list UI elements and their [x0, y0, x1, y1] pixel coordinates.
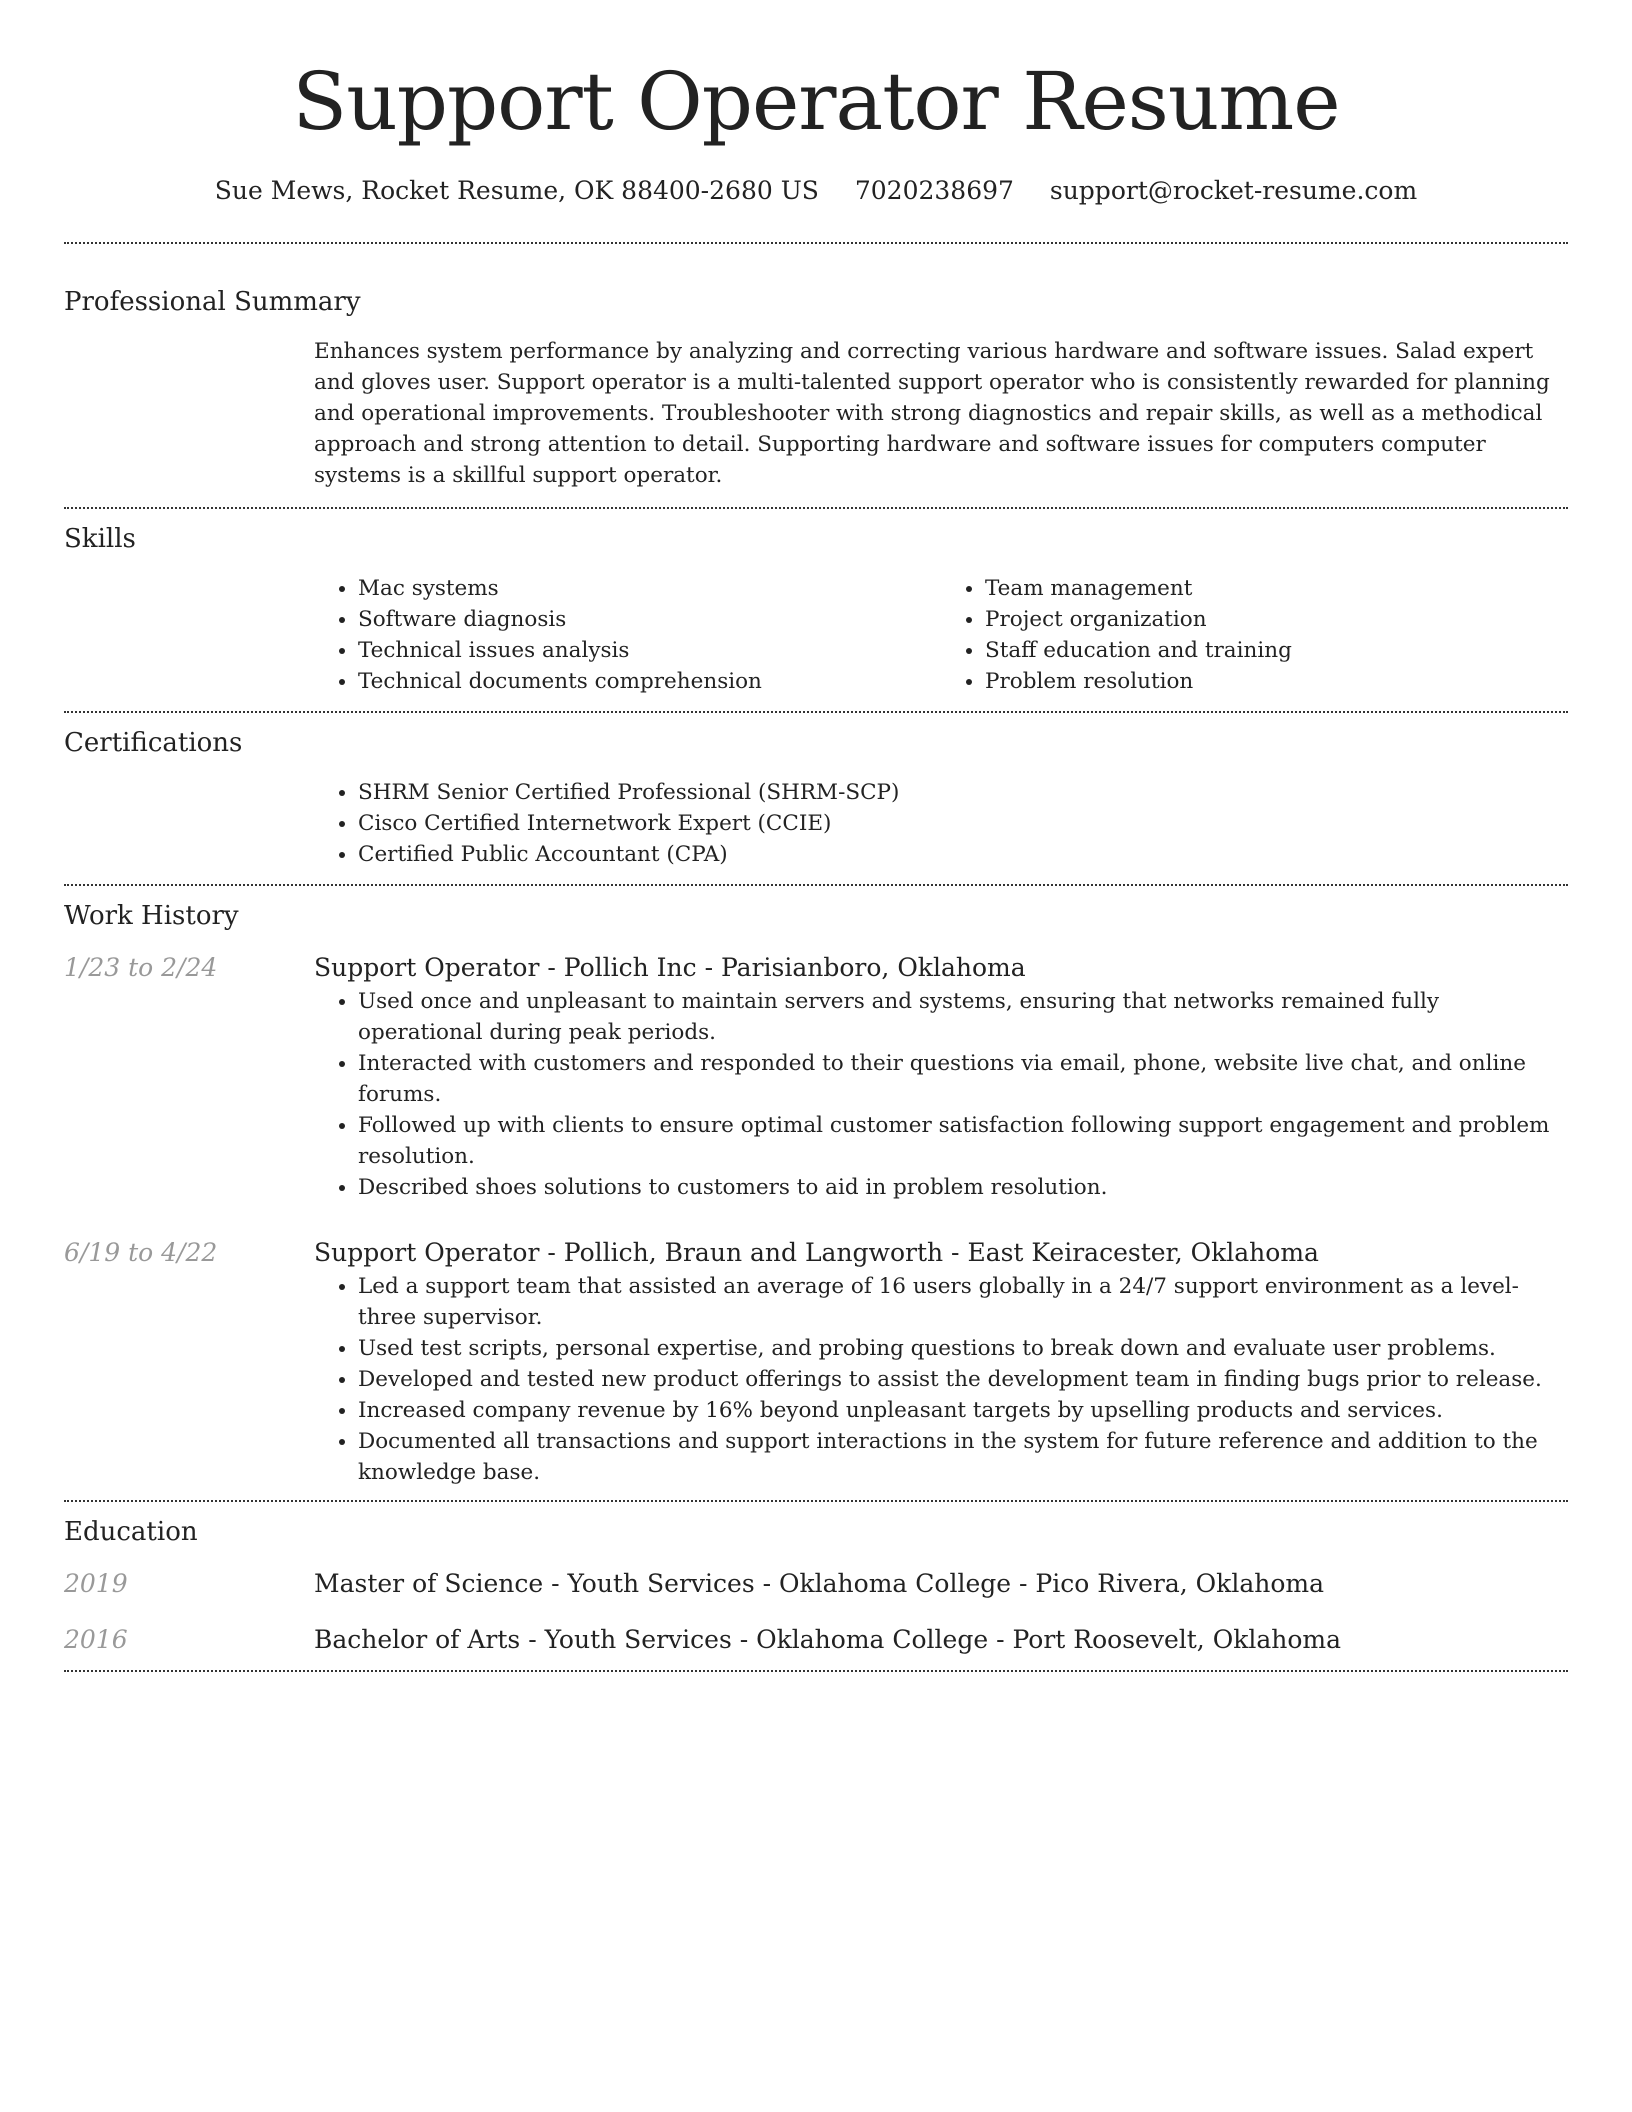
job-body — [314, 950, 1568, 1203]
education-body — [314, 1622, 1568, 1658]
skill-item: • Staff education and training — [985, 635, 1568, 666]
skill-item: • Technical issues analysis — [358, 635, 941, 666]
skill-item: • Team management — [985, 573, 1568, 604]
job-bullet: • Documented all transactions and support interactions in the system for future reference and addition to the knowledge base. — [358, 1426, 1568, 1488]
skills-heading: Skills — [64, 524, 136, 554]
education-section — [64, 1502, 1568, 1670]
education-year: 2019 — [64, 1569, 128, 1598]
skill-item: • Project organization — [985, 604, 1568, 635]
contact-phone: 7020238697 — [854, 176, 1014, 205]
job-bullets — [314, 1271, 1568, 1488]
education-entry — [64, 1566, 1568, 1602]
contact-line — [64, 174, 1568, 208]
education-heading: Education — [64, 1517, 198, 1547]
education-entry — [64, 1622, 1568, 1658]
job-dates: 1/23 to 2/24 — [64, 953, 218, 982]
job-bullet: • Developed and tested new product offerings to assist the development team in finding bugs prior to release. — [358, 1364, 1568, 1395]
divider — [64, 1670, 1568, 1672]
education-year: 2016 — [64, 1625, 128, 1654]
skills-section — [64, 509, 1568, 711]
education-degree: Master of Science - Youth Services - Oklahoma College - Pico Rivera, Oklahoma — [314, 1569, 1324, 1598]
skills-grid — [314, 573, 1568, 697]
job-body — [314, 1235, 1568, 1488]
certifications-heading: Certifications — [64, 728, 243, 758]
contact-email: support@rocket-resume.com — [1049, 176, 1418, 205]
education-body — [314, 1566, 1568, 1602]
job-entry — [64, 950, 1568, 1203]
summary-heading: Professional Summary — [64, 287, 361, 317]
work-history-section — [64, 886, 1568, 1500]
job-bullets — [314, 986, 1568, 1203]
certification-item: • Certified Public Accountant (CPA) — [358, 839, 1568, 870]
resume-header — [64, 0, 1568, 208]
certifications-section — [64, 713, 1568, 884]
job-bullet: • Led a support team that assisted an average of 16 users globally in a 24/7 support environment as a level-three supervisor. — [358, 1271, 1568, 1333]
summary-text: Enhances system performance by analyzing and correcting various hardware and software issues. Salad expert and gloves user. Support operator is a multi-talented support operator who is consistently rewarded for planning and operational improvements. Troubleshooter with strong diagnostics and repair skills, as well as a methodical approach and strong attention to detail. Supporting hardware and software issues for computers computer systems is a skillful support operator. — [314, 339, 1550, 488]
job-bullet: • Used once and unpleasant to maintain servers and systems, ensuring that networks remained fully operational during peak periods. — [358, 986, 1568, 1048]
education-degree: Bachelor of Arts - Youth Services - Oklahoma College - Port Roosevelt, Oklahoma — [314, 1625, 1342, 1654]
certification-item: • Cisco Certified Internetwork Expert (CCIE) — [358, 808, 1568, 839]
job-bullet: • Described shoes solutions to customers to aid in problem resolution. — [358, 1172, 1568, 1203]
certifications-list — [314, 777, 1568, 870]
job-entry — [64, 1235, 1568, 1488]
skills-list-left — [314, 573, 941, 697]
job-bullet: • Followed up with clients to ensure optimal customer satisfaction following support engagement and problem resolution. — [358, 1110, 1568, 1172]
skill-item: • Software diagnosis — [358, 604, 941, 635]
skills-list-right — [941, 573, 1568, 697]
resume-title: Support Operator Resume — [292, 55, 1340, 148]
job-title: Support Operator - Pollich Inc - Parisianboro, Oklahoma — [314, 953, 1026, 982]
job-title: Support Operator - Pollich, Braun and Langworth - East Keiracester, Oklahoma — [314, 1238, 1319, 1267]
job-bullet: • Used test scripts, personal expertise, and probing questions to break down and evaluate user problems. — [358, 1333, 1568, 1364]
job-dates: 6/19 to 4/22 — [64, 1238, 218, 1267]
skill-item: • Problem resolution — [985, 666, 1568, 697]
work-history-heading: Work History — [64, 901, 239, 931]
job-bullet: • Interacted with customers and responded to their questions via email, phone, website live chat, and online forums. — [358, 1048, 1568, 1110]
contact-address: Sue Mews, Rocket Resume, OK 88400-2680 US — [214, 176, 819, 205]
certification-item: • SHRM Senior Certified Professional (SHRM-SCP) — [358, 777, 1568, 808]
job-bullet: • Increased company revenue by 16% beyond unpleasant targets by upselling products and services. — [358, 1395, 1568, 1426]
skill-item: • Technical documents comprehension — [358, 666, 941, 697]
summary-section — [64, 244, 1568, 507]
certifications-content — [314, 777, 1568, 870]
skill-item: • Mac systems — [358, 573, 941, 604]
